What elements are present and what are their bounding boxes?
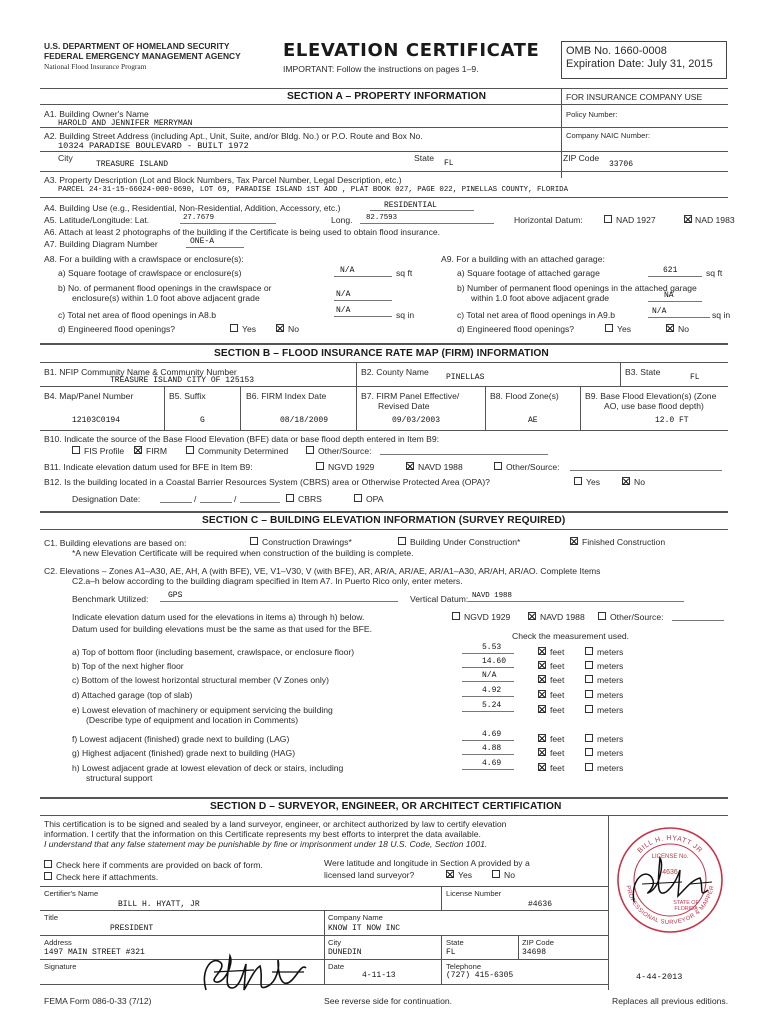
finished-construction-checkbox[interactable] — [570, 537, 578, 545]
b6-value: 08/18/2009 — [280, 416, 329, 425]
rule — [40, 815, 728, 816]
reverse-side-note: See reverse side for continuation. — [324, 996, 453, 1006]
a4-label: A4. Building Use (e.g., Residential, Non-Residential, Addition, Accessory, etc.) — [44, 203, 341, 213]
address-value: 1497 MAIN STREET #321 — [44, 948, 145, 957]
b2-value: PINELLAS — [446, 373, 485, 382]
rule — [40, 197, 728, 198]
elevation-item-label: e) Lowest elevation of machinery or equipment servicing the building — [72, 705, 333, 715]
elevation-item-label: f) Lowest adjacent (finished) grade next to building (LAG) — [72, 734, 290, 744]
feet-checkbox[interactable] — [538, 748, 546, 756]
underline — [462, 653, 514, 654]
c2-navd-label: NAVD 1988 — [540, 612, 585, 622]
a8d-yes-checkbox[interactable] — [230, 324, 238, 332]
b10-other-label: Other/Source: — [318, 446, 372, 456]
zip-value: 33706 — [609, 160, 634, 169]
meters-checkbox[interactable] — [585, 763, 593, 771]
omb-number: OMB No. 1660-0008 — [566, 45, 667, 57]
b11-navd-label: NAVD 1988 — [418, 462, 463, 472]
elevation-item-value: 5.53 — [482, 643, 502, 652]
rule — [608, 815, 609, 990]
handwritten-signature — [194, 950, 314, 998]
rule — [240, 386, 241, 430]
underline — [334, 316, 392, 317]
underline — [360, 223, 494, 224]
nad1983-label: NAD 1983 — [695, 215, 735, 225]
date-slash: / — [194, 494, 197, 504]
indicate-datum-label: Indicate elevation datum used for the elevations in items a) through h) below. — [72, 612, 365, 622]
meters-checkbox[interactable] — [585, 690, 593, 698]
certification-para-1: This certification is to be signed and sealed by a land surveyor, engineer, or architect authorized by law to certify elevation — [44, 819, 507, 829]
b11-other-label: Other/Source: — [506, 462, 560, 472]
meters-label: meters — [597, 734, 624, 744]
feet-label: feet — [550, 661, 565, 671]
certifier-name-label: Certifier's Name — [44, 889, 99, 898]
b3-label: B3. State — [625, 367, 661, 377]
address-label: Address — [44, 938, 72, 947]
a9c-label: c) Total net area of flood openings in A9.b — [457, 310, 615, 320]
a3-value: PARCEL 24-31-15-66024-000-0690, LOT 69, PARADISE ISLAND 1ST ADD , PLAT BOOK 027, PAGE 022, PINELLAS COUNTY, FLORIDA — [58, 186, 569, 194]
underline — [334, 300, 392, 301]
rule — [620, 362, 621, 386]
meters-checkbox[interactable] — [585, 748, 593, 756]
underline — [160, 601, 398, 602]
rule — [40, 386, 728, 387]
a9b-label-1: b) Number of permanent flood openings in the attached garage — [457, 283, 697, 293]
a9c-value: N/A — [652, 307, 667, 316]
a5-label: A5. Latitude/Longitude: Lat. — [44, 215, 150, 225]
benchmark-label: Benchmark Utilized: — [72, 594, 149, 604]
underline — [468, 601, 684, 602]
insurance-use-heading: FOR INSURANCE COMPANY USE — [566, 92, 703, 102]
b7-value: 09/03/2003 — [392, 416, 441, 425]
form-number: FEMA Form 086-0-33 (7/12) — [44, 996, 152, 1006]
meters-label: meters — [597, 675, 624, 685]
nad1927-label: NAD 1927 — [616, 215, 656, 225]
a8c-unit: sq in — [396, 310, 415, 320]
construction-drawings-checkbox[interactable] — [250, 537, 258, 545]
licensed-yes-checkbox[interactable] — [446, 870, 454, 878]
rule — [40, 511, 728, 513]
rule — [40, 959, 608, 960]
rule — [518, 935, 519, 959]
latlong-question-1: Were latitude and longitude in Section A provided by a — [324, 858, 530, 868]
b12-yes-checkbox[interactable] — [574, 477, 582, 485]
meters-checkbox[interactable] — [585, 734, 593, 742]
a8b-label-1: b) No. of permanent flood openings in the crawlspace or — [58, 283, 272, 293]
b12-yes-label: Yes — [586, 477, 601, 487]
underline — [648, 276, 702, 277]
cbrs-label: CBRS — [298, 494, 322, 504]
rule — [40, 171, 728, 172]
a8c-label: c) Total net area of flood openings in A8.b — [58, 310, 216, 320]
surveyor-seal — [612, 818, 728, 942]
underline — [160, 502, 192, 503]
rule — [40, 362, 728, 363]
rule — [40, 127, 728, 128]
b4-value: 12103C0194 — [72, 416, 121, 425]
a3-label: A3. Property Description (Lot and Block Numbers, Tax Parcel Number, Legal Description, etc.) — [44, 175, 402, 185]
firm-checkbox[interactable] — [134, 446, 142, 454]
city-d-value: DUNEDIN — [328, 948, 362, 957]
community-determined-checkbox[interactable] — [186, 446, 194, 454]
c2-ngvd-label: NGVD 1929 — [464, 612, 511, 622]
underline — [462, 754, 514, 755]
elevation-item-label-2: (Describe type of equipment and location in Comments) — [86, 715, 299, 725]
under-construction-label: Building Under Construction* — [410, 537, 521, 547]
b11-other-checkbox[interactable] — [494, 462, 502, 470]
feet-checkbox[interactable] — [538, 690, 546, 698]
feet-label: feet — [550, 647, 565, 657]
b7-label-2: Revised Date — [378, 401, 430, 411]
company-name-value: KNOW IT NOW INC — [328, 924, 401, 933]
a8d-yes-label: Yes — [242, 324, 257, 334]
b5-value: G — [200, 416, 205, 425]
a8d-no-checkbox[interactable] — [276, 324, 284, 332]
expiration-date: Expiration Date: July 31, 2015 — [566, 58, 713, 70]
rule — [324, 910, 325, 984]
certification-para-2: information. I certify that the information on this Certificate represents my best efforts to interpret the data available. — [44, 829, 481, 839]
b11-label: B11. Indicate elevation datum used for BFE in Item B9: — [44, 462, 253, 472]
b1-label: B1. NFIP Community Name & Community Number — [44, 367, 237, 377]
licensed-no-checkbox[interactable] — [492, 870, 500, 878]
vertical-datum-label: Vertical Datum: — [410, 594, 469, 604]
b2-label: B2. County Name — [361, 367, 429, 377]
elevation-item-label: c) Bottom of the lowest horizontal structural member (V Zones only) — [72, 675, 329, 685]
benchmark-value: GPS — [168, 591, 183, 600]
feet-label: feet — [550, 763, 565, 773]
elevation-item-value: 4.88 — [482, 744, 502, 753]
b9-value: 12.0 FT — [655, 416, 689, 425]
a2-value: 10324 PARADISE BOULEVARD - BUILT 1972 — [58, 141, 249, 151]
longitude-value: 82.7593 — [366, 214, 398, 222]
underline — [180, 223, 276, 224]
agency-line-3: National Flood Insurance Program — [44, 62, 147, 71]
attachments-check-label: Check here if attachments. — [56, 872, 159, 882]
rule — [40, 797, 728, 799]
b10-other-checkbox[interactable] — [306, 446, 314, 454]
rule — [580, 386, 581, 430]
state-d-label: State — [446, 938, 464, 947]
feet-checkbox[interactable] — [538, 763, 546, 771]
b7-label-1: B7. FIRM Panel Effective/ — [361, 391, 460, 401]
feet-checkbox[interactable] — [538, 647, 546, 655]
underline — [648, 301, 702, 302]
meters-label: meters — [597, 647, 624, 657]
b3-value: FL — [690, 373, 700, 382]
underline — [570, 470, 722, 471]
finished-construction-label: Finished Construction — [582, 537, 666, 547]
c2-line-1: C2. Elevations – Zones A1–A30, AE, AH, A (with BFE), VE, V1–V30, V (with BFE), AR, AR/A, AR/AE, AR/A1–A30, AR/AH, AR/AO. Complete Items — [44, 566, 601, 576]
b4-label: B4. Map/Panel Number — [44, 391, 134, 401]
underline — [462, 696, 514, 697]
a7-label: A7. Building Diagram Number — [44, 239, 158, 249]
a4-value: RESIDENTIAL — [384, 201, 437, 210]
date-d-value: 4-11-13 — [362, 971, 396, 980]
a9d-no-checkbox[interactable] — [666, 324, 674, 332]
underline — [370, 210, 474, 211]
latlong-question-2: licensed land surveyor? — [324, 870, 415, 880]
comments-check-label: Check here if comments are provided on back of form. — [56, 860, 263, 870]
form-title: ELEVATION CERTIFICATE — [283, 40, 540, 61]
elevation-item-label: d) Attached garage (top of slab) — [72, 690, 193, 700]
company-naic-label: Company NAIC Number: — [566, 131, 650, 140]
meters-checkbox[interactable] — [585, 705, 593, 713]
licensed-no-label: No — [504, 870, 515, 880]
underline — [380, 454, 548, 455]
state-d-value: FL — [446, 948, 456, 957]
date-d-label: Date — [328, 962, 345, 971]
b8-value: AE — [528, 416, 538, 425]
b9-label-1: B9. Base Flood Elevation(s) (Zone — [585, 391, 717, 401]
a8-label: A8. For a building with a crawlspace or enclosure(s): — [44, 254, 244, 264]
designation-date-label: Designation Date: — [72, 494, 141, 504]
seal-number: 4636 — [662, 869, 678, 876]
svg-text:BILL H. HYATT JR — [637, 835, 704, 855]
elevation-item-value: 4.69 — [482, 730, 502, 739]
title-label: Title — [44, 913, 59, 922]
zip-d-value: 34698 — [522, 948, 547, 957]
nad1927-checkbox[interactable] — [604, 215, 612, 223]
rule — [40, 984, 608, 985]
b8-label: B8. Flood Zone(s) — [490, 391, 559, 401]
b12-label: B12. Is the building located in a Coastal Barrier Resources System (CBRS) area or Otherwise Protected Area (OPA)? — [44, 477, 490, 487]
telephone-label: Telephone — [446, 962, 482, 971]
rule — [40, 430, 728, 431]
agency-line-2: FEDERAL EMERGENCY MANAGEMENT AGENCY — [44, 51, 241, 61]
c2-other-checkbox[interactable] — [598, 612, 606, 620]
nad1983-checkbox[interactable] — [684, 215, 692, 223]
a9b-value: NA — [664, 291, 674, 300]
meters-label: meters — [597, 690, 624, 700]
company-name-label: Company Name — [328, 913, 383, 922]
rule — [40, 935, 608, 936]
rule — [164, 386, 165, 430]
underline — [648, 317, 710, 318]
licensed-yes-label: Yes — [458, 870, 473, 880]
b5-label: B5. Suffix — [169, 391, 206, 401]
rule — [356, 362, 357, 386]
opa-label: OPA — [366, 494, 384, 504]
a9b-label-2: within 1.0 foot above adjacent grade — [471, 293, 610, 303]
a8c-value: N/A — [336, 306, 351, 315]
longitude-label: Long. — [331, 215, 353, 225]
meters-label: meters — [597, 763, 624, 773]
a9d-yes-checkbox[interactable] — [605, 324, 613, 332]
opa-checkbox[interactable] — [354, 494, 362, 502]
a8a-unit: sq ft — [396, 268, 413, 278]
city-label: City — [58, 153, 73, 163]
feet-label: feet — [550, 705, 565, 715]
seal-top-text: BILL H. HYATT JR — [636, 834, 704, 855]
underline — [462, 711, 514, 712]
a6-label: A6. Attach at least 2 photographs of the building if the Certificate is being used to obtain flood insurance. — [44, 227, 441, 237]
underline — [240, 502, 280, 503]
b11-ngvd-label: NGVD 1929 — [328, 462, 375, 472]
cbrs-checkbox[interactable] — [286, 494, 294, 502]
meters-label: meters — [597, 748, 624, 758]
b1-value: TREASURE ISLAND CITY OF 125153 — [110, 376, 255, 385]
seal-date: 4-44-2013 — [636, 972, 683, 982]
comments-checkbox[interactable] — [44, 860, 52, 868]
a8a-value: N/A — [340, 266, 355, 275]
elevation-item-value: 14.60 — [482, 657, 507, 666]
elevation-item-label: g) Highest adjacent (finished) grade next to building (HAG) — [72, 748, 296, 758]
latitude-value: 27.7679 — [183, 214, 215, 222]
a9a-label: a) Square footage of attached garage — [457, 268, 600, 278]
underline — [334, 276, 392, 277]
elevation-item-value: 4.69 — [482, 759, 502, 768]
feet-label: feet — [550, 690, 565, 700]
c1-note: *A new Elevation Certificate will be required when construction of the building is complete. — [72, 548, 414, 558]
zip-d-label: ZIP Code — [522, 938, 554, 947]
check-measurement-label: Check the measurement used. — [512, 631, 630, 641]
b12-no-label: No — [634, 477, 645, 487]
b11-ngvd-checkbox[interactable] — [316, 462, 324, 470]
a7-value: ONE-A — [190, 237, 215, 246]
b10-label: B10. Indicate the source of the Base Flood Elevation (BFE) data or base flood depth entered in Item B9: — [44, 434, 440, 444]
license-number-value: #4636 — [528, 900, 553, 909]
c2-navd-checkbox[interactable] — [528, 612, 536, 620]
a8d-label: d) Engineered flood openings? — [58, 324, 176, 334]
seal-state-line-2: FLORIDA — [674, 906, 698, 912]
a8d-no-label: No — [288, 324, 299, 334]
elevation-item-label-2: structural support — [86, 773, 153, 783]
important-note: IMPORTANT: Follow the instructions on pages 1–9. — [283, 64, 479, 74]
meters-checkbox[interactable] — [585, 675, 593, 683]
feet-checkbox[interactable] — [538, 734, 546, 742]
vertical-datum-value: NAVD 1988 — [472, 592, 512, 600]
section-b-heading: SECTION B – FLOOD INSURANCE RATE MAP (FIRM) INFORMATION — [214, 348, 549, 359]
c2-other-label: Other/Source: — [610, 612, 664, 622]
datum-note: Datum used for building elevations must be the same as that used for the BFE. — [72, 624, 372, 634]
underline — [462, 769, 514, 770]
rule — [561, 88, 562, 178]
certifier-name-value: BILL H. HYATT, JR — [118, 900, 200, 909]
rule — [40, 88, 728, 89]
c2-ngvd-checkbox[interactable] — [452, 612, 460, 620]
policy-number-label: Policy Number: — [566, 110, 618, 119]
b12-no-checkbox[interactable] — [622, 477, 630, 485]
construction-drawings-label: Construction Drawings* — [262, 537, 352, 547]
feet-checkbox[interactable] — [538, 705, 546, 713]
rule — [485, 386, 486, 430]
firm-label: FIRM — [146, 446, 168, 456]
a8b-value: N/A — [336, 290, 351, 299]
fis-profile-label: FIS Profile — [84, 446, 125, 456]
underline — [672, 620, 724, 621]
telephone-value: (727) 415-6305 — [446, 971, 514, 980]
elevation-item-value: 4.92 — [482, 686, 502, 695]
elevation-item-label: a) Top of bottom floor (including basement, crawlspace, or enclosure floor) — [72, 647, 355, 657]
underline — [462, 667, 514, 668]
fis-profile-checkbox[interactable] — [72, 446, 80, 454]
elevation-item-label: h) Lowest adjacent grade at lowest elevation of deck or stairs, including — [72, 763, 344, 773]
city-d-label: City — [328, 938, 342, 947]
b11-navd-checkbox[interactable] — [406, 462, 414, 470]
replaces-editions-note: Replaces all previous editions. — [612, 996, 729, 1006]
rule — [40, 886, 608, 887]
a9a-value: 621 — [663, 266, 678, 275]
a8b-label-2: enclosure(s) within 1.0 foot above adjacent grade — [72, 293, 260, 303]
a9d-yes-label: Yes — [617, 324, 632, 334]
city-value: TREASURE ISLAND — [96, 160, 169, 169]
horizontal-datum-label: Horizontal Datum: — [514, 215, 583, 225]
section-c-heading: SECTION C – BUILDING ELEVATION INFORMATION (SURVEY REQUIRED) — [202, 515, 566, 526]
b6-label: B6. FIRM Index Date — [246, 391, 327, 401]
agency-line-1: U.S. DEPARTMENT OF HOMELAND SECURITY — [44, 41, 230, 51]
a9-label: A9. For a building with an attached garage: — [441, 254, 605, 264]
section-d-heading: SECTION D – SURVEYOR, ENGINEER, OR ARCHITECT CERTIFICATION — [210, 801, 562, 812]
b9-label-2: AO, use base flood depth) — [604, 401, 704, 411]
rule — [441, 886, 442, 910]
c1-label: C1. Building elevations are based on: — [44, 538, 187, 548]
title-value: PRESIDENT — [110, 924, 154, 933]
a9d-no-label: No — [678, 324, 689, 334]
attachments-checkbox[interactable] — [44, 872, 52, 880]
feet-label: feet — [550, 748, 565, 758]
meters-label: meters — [597, 705, 624, 715]
seal-bottom-text: PROFESSIONAL SURVEYOR & MAPPER — [624, 885, 716, 927]
state-value: FL — [444, 159, 454, 168]
rule — [40, 104, 728, 105]
elevation-item-value: N/A — [482, 671, 497, 680]
a9d-label: d) Engineered flood openings? — [457, 324, 575, 334]
a2-label: A2. Building Street Address (including Apt., Unit, Suite, and/or Bldg. No.) or P.O. Route and Box No. — [44, 131, 423, 141]
elevation-item-value: 5.24 — [482, 701, 502, 710]
feet-checkbox[interactable] — [538, 661, 546, 669]
rule — [40, 529, 728, 530]
feet-label: feet — [550, 675, 565, 685]
date-slash: / — [234, 494, 237, 504]
c2-line-2: C2.a–h below according to the building diagram specified in Item A7. In Puerto Rico only, enter meters. — [72, 576, 463, 586]
seal-state-line-1: STATE OF — [673, 900, 699, 906]
underline — [200, 502, 232, 503]
a8a-label: a) Square footage of crawlspace or enclosure(s) — [58, 268, 242, 278]
meters-label: meters — [597, 661, 624, 671]
license-number-label: License Number — [446, 889, 502, 898]
underline — [462, 681, 514, 682]
a1-label: A1. Building Owner's Name — [44, 109, 149, 119]
rule — [356, 386, 357, 430]
zip-label: ZIP Code — [563, 153, 600, 163]
section-a-heading: SECTION A – PROPERTY INFORMATION — [287, 91, 487, 102]
underline — [186, 247, 244, 248]
elevation-item-label: b) Top of the next higher floor — [72, 661, 184, 671]
feet-label: feet — [550, 734, 565, 744]
a1-value: HAROLD AND JENNIFER MERRYMAN — [58, 119, 193, 128]
under-construction-checkbox[interactable] — [398, 537, 406, 545]
meters-checkbox[interactable] — [585, 647, 593, 655]
a9c-unit: sq in — [712, 310, 731, 320]
meters-checkbox[interactable] — [585, 661, 593, 669]
rule — [40, 151, 728, 152]
feet-checkbox[interactable] — [538, 675, 546, 683]
signature-label: Signature — [44, 962, 77, 971]
underline — [462, 740, 514, 741]
rule — [40, 343, 728, 345]
community-determined-label: Community Determined — [198, 446, 289, 456]
state-label: State — [414, 153, 435, 163]
seal-license-text: LICENSE No. — [651, 854, 689, 860]
certification-para-3: I understand that any false statement may be punishable by fine or imprisonment under 18 U.S. Code, Section 1001. — [44, 839, 488, 849]
a9a-unit: sq ft — [706, 268, 723, 278]
